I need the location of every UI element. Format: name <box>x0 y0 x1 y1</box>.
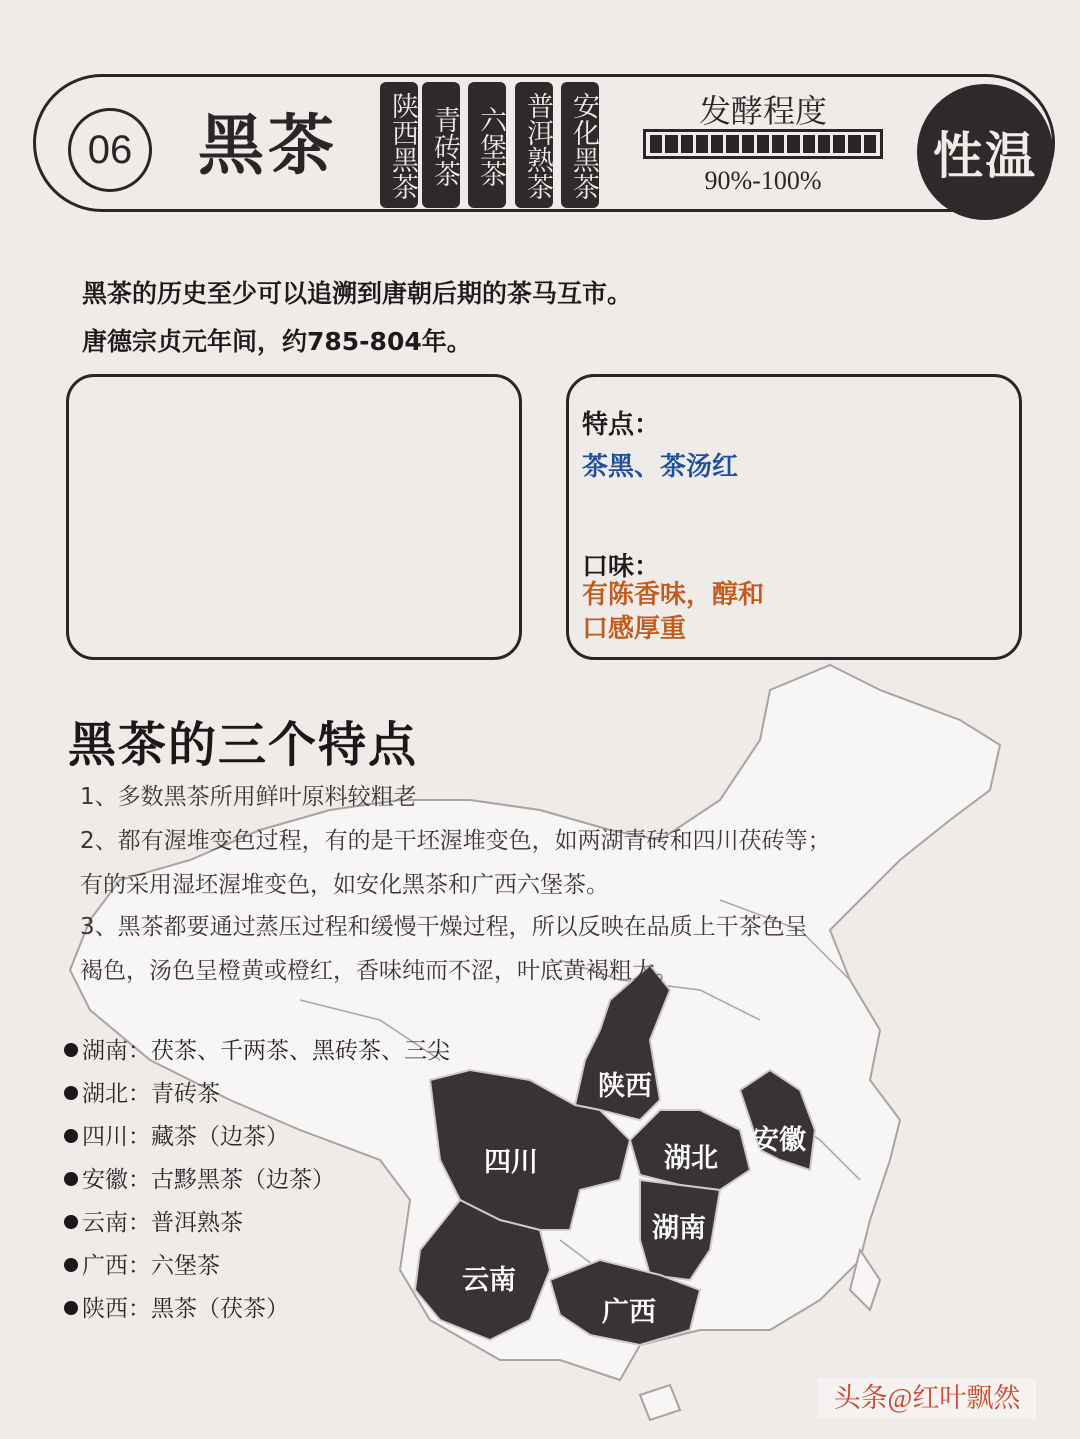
bullet-icon <box>64 1172 78 1186</box>
nature-badge: 性温 <box>917 84 1053 220</box>
features-value: 茶黑、茶汤红 <box>582 452 739 482</box>
map-label-anhui: 安徽 <box>752 1125 806 1156</box>
image-placeholder-box <box>66 374 522 660</box>
map-label-guangxi: 广西 <box>602 1297 656 1328</box>
region-item: 安徽：古黟黑茶（边茶） <box>64 1161 335 1194</box>
region-item: 广西：六堡茶 <box>64 1247 220 1280</box>
region-item: 湖北：青砖茶 <box>64 1075 220 1108</box>
tea-number: 06 <box>68 108 152 192</box>
watermark: 头条@红叶飘然 <box>818 1378 1036 1418</box>
variety-tag: 六堡茶 <box>468 82 506 208</box>
variety-tag: 青砖茶 <box>422 82 460 208</box>
fermentation-range: 90%-100% <box>704 166 822 195</box>
map-label-sichuan: 四川 <box>484 1147 538 1178</box>
point-line: 2、都有渥堆变色过程，有的是干坯渥堆变色，如两湖青砖和四川茯砖等； <box>80 828 831 854</box>
bullet-icon <box>64 1086 78 1100</box>
bullet-icon <box>64 1301 78 1315</box>
features-label: 特点： <box>582 410 661 440</box>
map-label-yunnan: 云南 <box>462 1265 516 1296</box>
bullet-icon <box>64 1215 78 1229</box>
point-line: 3、黑茶都要通过蒸压过程和缓慢干燥过程，所以反映在品质上干茶色呈 <box>80 914 808 940</box>
variety-tag: 安化黑茶 <box>561 82 599 208</box>
intro-line-1: 黑茶的历史至少可以追溯到唐朝后期的茶马互市。 <box>82 279 633 308</box>
point-line: 褐色，汤色呈橙黄或橙红，香味纯而不涩，叶底黄褐粗大。 <box>80 958 678 984</box>
tea-title: 黑茶 <box>198 107 338 184</box>
taste-line-2: 口感厚重 <box>582 614 687 644</box>
taste-line-1: 有陈香味，醇和 <box>582 580 765 610</box>
map-label-shaanxi: 陕西 <box>598 1071 652 1102</box>
bullet-icon <box>64 1129 78 1143</box>
map-label-hunan: 湖南 <box>652 1213 706 1244</box>
map-label-hubei: 湖北 <box>664 1143 718 1174</box>
variety-tag: 陕西黑茶 <box>380 82 418 208</box>
point-line: 有的采用湿坯渥堆变色，如安化黑茶和广西六堡茶。 <box>80 872 609 898</box>
region-item: 云南：普洱熟茶 <box>64 1204 243 1237</box>
fermentation-bar <box>643 129 883 159</box>
intro-line-2: 唐德宗贞元年间，约785-804年。 <box>82 327 472 356</box>
bullet-icon <box>64 1043 78 1057</box>
section-title: 黑茶的三个特点 <box>68 717 419 773</box>
fermentation-label: 发酵程度 <box>698 92 827 130</box>
region-item: 陕西：黑茶（茯茶） <box>64 1290 289 1323</box>
taste-label: 口味： <box>582 552 661 582</box>
region-item: 四川：藏茶（边茶） <box>64 1118 289 1151</box>
point-line: 1、多数黑茶所用鲜叶原料较粗老 <box>80 784 417 810</box>
region-item: 湖南：茯茶、千两茶、黑砖茶、三尖 <box>64 1032 450 1065</box>
bullet-icon <box>64 1258 78 1272</box>
variety-tag: 普洱熟茶 <box>515 82 553 208</box>
